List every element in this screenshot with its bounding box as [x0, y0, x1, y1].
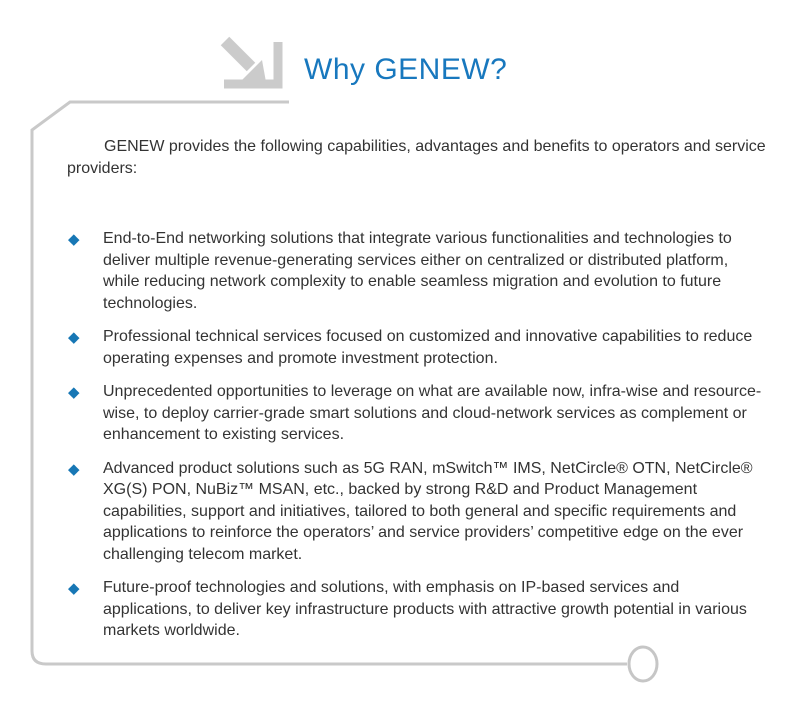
list-item: [68, 228, 768, 314]
corner-arrow-icon: [215, 33, 289, 93]
list-item-text: Professional technical services focused on customized and innovative capabilities to reduce operating expenses and promote investment protection.: [103, 328, 753, 367]
capabilities-list: [68, 228, 768, 654]
list-item-text: Advanced product solutions such as 5G RAN, mSwitch™ IMS, NetCircle® OTN, NetCircle® XG(S) PON, NuBiz™ MSAN, etc., backed by strong R&D and Product Management capabilities, support and initiatives, tailored to both general and specific requirements and applications to reinforce the operators’ and service providers’ competitive edge on the ever challenging telecom market.: [103, 459, 753, 563]
list-item-text: End-to-End networking solutions that integrate various functionalities and technologies to deliver multiple revenue-generating services either on centralized or distributed platform, while reducing network complexity to enable seamless migration and evolution to future technologies.: [103, 230, 732, 312]
page-title: Why GENEW?: [304, 53, 508, 86]
diamond-bullet-icon: ◆: [68, 231, 80, 248]
diamond-bullet-icon: ◆: [68, 460, 80, 478]
list-item: [68, 458, 768, 566]
list-item-text: Future-proof technologies and solutions, with emphasis on IP-based services and applications, to deliver key infrastructure products with attractive growth potential in various markets worldwide.: [103, 579, 747, 639]
list-item-text: Unprecedented opportunities to leverage on what are available now, infra-wise and resource-wise, to deploy carrier-grade smart solutions and cloud-network services as complement or enhancement to existing services.: [103, 383, 762, 443]
list-item: [68, 381, 768, 446]
diamond-bullet-icon: ◆: [68, 329, 80, 346]
diamond-bullet-icon: ◆: [68, 384, 80, 401]
list-item: [68, 326, 768, 369]
diamond-bullet-icon: ◆: [68, 580, 80, 597]
list-item: [68, 577, 768, 642]
intro-paragraph: GENEW provides the following capabilities, advantages and benefits to operators and service providers:: [67, 138, 766, 177]
